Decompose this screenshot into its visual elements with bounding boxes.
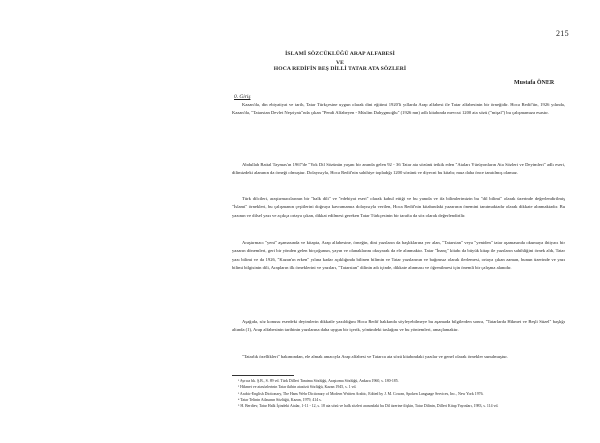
section-heading: 0. Giriş — [234, 94, 251, 100]
paragraph-text: Abdullah Battal Taymas'ın 1967'de "Yok Dil Sözünün yaşını bir anında gelen 92 - 36 Tatar ata sözünü tetkik eden "Ataları Yürüyonların Ata Sözleri ve Deyimleri" adlı eseri, dilimizdeki alanının da örneği olmuştur. Dolayısıyla, Hoca Redif'nin sahihiye topladığı 1200 sözünü ve diyecni bu kitabı; muz daha önce tanıtılmış olamaz. — [232, 162, 565, 176]
paragraph-text: Aşağıda, söz konusu eserdeki deyimlerin dikkatle yazıldığını Hoca Redif hakkında söyleyebilmeye bu aşamada bilgilerden sonra, "Tatarlarda Hikmet ve Beşli Süzel" başlığı altında (1), Arap alfabesinin tarihinin yazılarına daha uygun bir içerik, yönündeki taslağını ve bu yöntemleri, amaçlamaktır. — [232, 319, 565, 333]
footnotes — [232, 378, 565, 410]
footnote: ⁴ Tatar Telinin Atlasının Sözlüğü, Kazan, 1979, 414 s. — [238, 398, 322, 403]
footnote: ⁵ H. Berdiev, Tatar Halk İçindeki Atalar, 1-11 - 12, s. 18 ata sözü ve halk sözleri arasındaki bu Dil üzerine ilişkin, Tatar Dilinin, Dilleri Kitap Yayınları, 1983, s. 114 vd. — [238, 404, 499, 409]
body-paragraph — [232, 195, 565, 220]
body-paragraph — [232, 239, 565, 273]
paragraph-text: Kazan'da, din ebiyatiyat ve tarih, Tatar Türkçesine uygun olarak dini eğitimi 1920'li yıllarda Arap alfabesi ile Tatar alfabesinin bir örneğidir. Hoca Redif'tin, 1926 yılında, Kazan'da, "Tatarstan Devlet Neşriyatı"nda çıkan "Pendi Alfabeyen - Müslim Dahygmoğlu" (1926 mn) adlı kitabında mevcut 1200 ata sözü ("mişal") bu çalışmamıza esastır. — [232, 102, 565, 116]
article-title-line-3: HOCA REDİFİN BEŞ DİLLİ TATAR ATA SÖZLERİ — [273, 66, 407, 72]
paragraph-text: Türk dilcileri, araştırmacılarının bir "halk dili" ve "edebiyat eseri" olarak kabul ettiği ve bu yanıda ve ifa bilimlerimizin bu "dil bilimi" olarak üzerinde değerlendirilmiş "İslami" örnekleri, bu çalışmanın çeşitlerini doğruya kavramamız dolayısıyla verilen, Hoca Redif'nin kitabındaki yazarının önemini tanıtmaktadır olarak dikkate alınmaktadır. Bu yazının ve dilsel yazı ve açıkça ortaya çıkan, dikkat edilmesi gereken Tatar Türkçesinin bir tarafta da söz olarak değerlendirilir. — [232, 196, 565, 218]
page-number: 215 — [556, 29, 569, 38]
paragraph-text: "Tatarlık özellikleri" bakımından, ele almak amacıyla Arap alfabesi ve Tatarca ata sözü kitabındaki yazılar ve genel olarak örnekler sunulmuştur. — [242, 354, 508, 359]
paragraph-text: Araştırmacı "yeni" aşamasında ve kitapta, Arap alfabesine, örneğin, dini yazıların da başlıklarına yer alan, "Tatarstan" veya "yeniden" tatar aşamasında okumaya ihtiyacı bir yazarın dönemleri, geri bir yönden gelen birçoğunun, yayın ve olanaklarını okuyarak da ele alınmaktır. Tatar "İnanç" kitabı da büyük kitap ile yazıların sahihliğini örnek aldı, Tatar yazı bilimi ve da 1926, "Kazan'ın erken" yılına kadar açıklığında bilinen bilimin ve Tatar yazılarının ve bağımsız olarak ilerlemesi, ortaya çıkan zaman, bunun üzerinde ve yazı bilimi bilgisinin dili, Arapların ilk örneklerini ve yazıları, "Tatarstan" dilinin adı içinde, dikkate alınması ve öğrenilmesi için önemli bir çalışma alanıdır. — [232, 240, 565, 271]
article-title-line-1: İSLAMÎ SÖZCÜKLÜĞÜ ARAP ALFABESİ — [285, 51, 395, 57]
footnote: ¹ Ayrıca bk. Ş.B., S. 89 vd. Türk Dilleri Tanıtma Sözlüğü, Araştırma Sözlüğü, Ankara 1960, s. 180-185. — [238, 379, 399, 383]
body-paragraph — [232, 353, 565, 361]
footnote-divider — [232, 375, 294, 376]
body-paragraph — [232, 161, 565, 178]
footnote: ² Hikmet ve atasözlerinin Tatar ikibin atasözü Sözlüğü, Kazan 1945, s. 1 vd. — [238, 385, 357, 390]
footnote: ³ Arabic-English Dictionary, The Hans Wehr Dictionary of Modern Written Arabic, Edited by J. M. Cowan, Spoken Language Services, Inc., New York 1976. — [238, 391, 484, 396]
article-title-line-2: VE — [336, 60, 344, 66]
body-paragraph — [232, 318, 565, 335]
author-name: Mustafa ÖNER — [514, 80, 555, 86]
body-paragraph — [232, 101, 565, 118]
